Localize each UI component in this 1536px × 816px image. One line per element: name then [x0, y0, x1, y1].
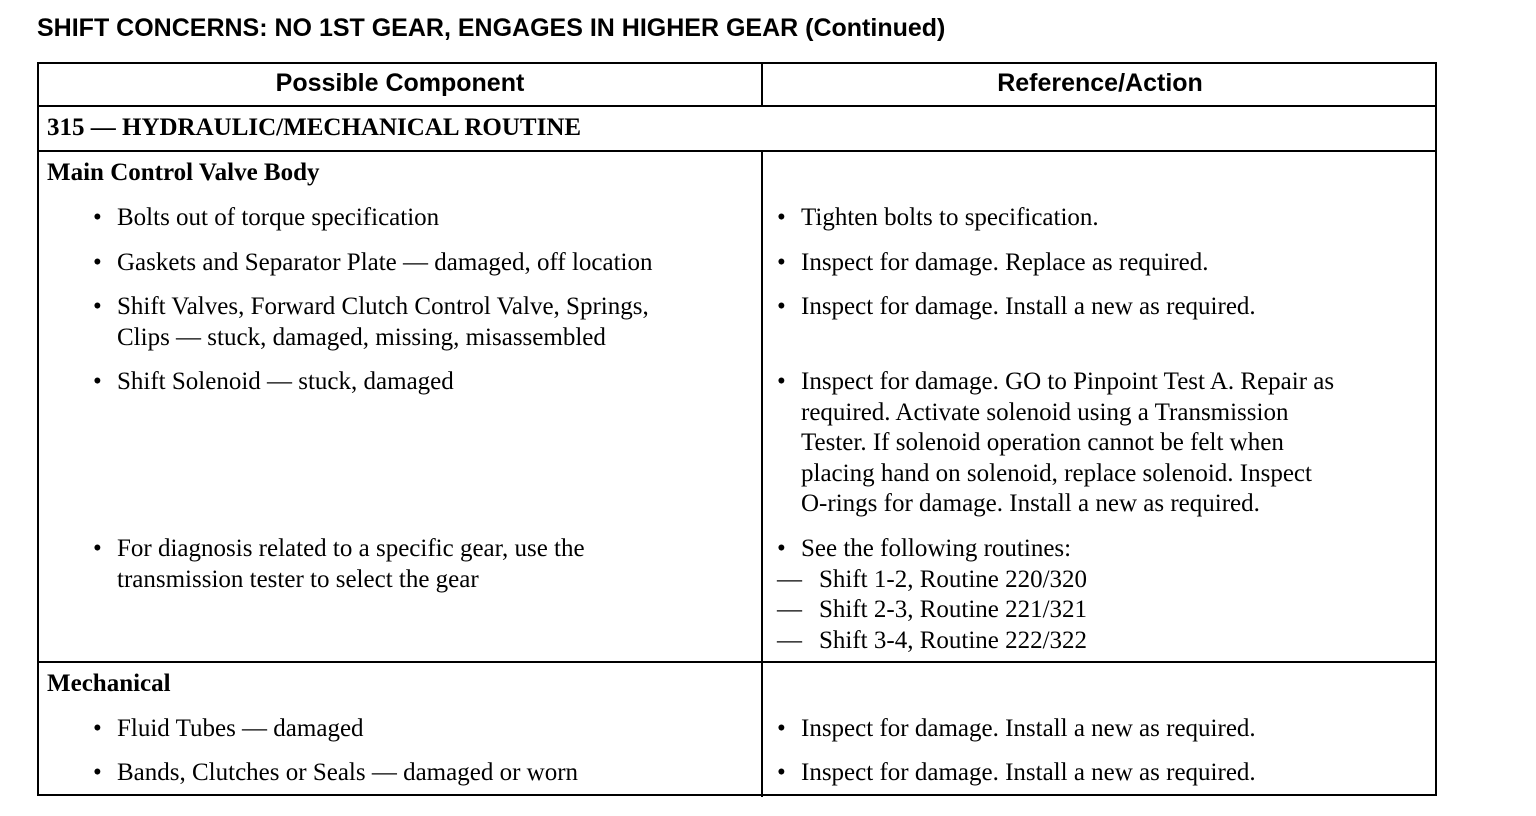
- sub-item-text: Shift 2-3, Routine 221/321: [819, 596, 1088, 623]
- action-text: Inspect for damage. Replace as required.: [801, 249, 1209, 276]
- header-divider: [39, 105, 1435, 107]
- sub-item: [777, 565, 1088, 596]
- bullet-icon: •: [777, 715, 786, 742]
- bullet-icon: •: [93, 759, 102, 786]
- bullet-icon: •: [777, 204, 786, 231]
- action-text: placing hand on solenoid, replace solenoid. Inspect: [801, 459, 1312, 487]
- bullet-icon: •: [93, 293, 102, 320]
- component-text: For diagnosis related to a specific gear, use the: [117, 535, 585, 562]
- bullet-icon: •: [93, 204, 102, 231]
- action-text: See the following routines:: [801, 535, 1072, 562]
- bullet-icon: •: [777, 368, 786, 395]
- component-text: Gaskets and Separator Plate — damaged, off location: [117, 249, 653, 276]
- action-text: O-rings for damage. Install a new as required.: [801, 490, 1260, 517]
- component-text: Bands, Clutches or Seals — damaged or worn: [117, 759, 579, 786]
- section-heading: Main Control Valve Body: [47, 159, 320, 186]
- sub-item-text: Shift 1-2, Routine 220/320: [819, 565, 1088, 593]
- component-text: Clips — stuck, damaged, missing, misassembled: [117, 323, 606, 351]
- bullet-icon: •: [93, 368, 102, 395]
- dash-icon: —: [777, 626, 802, 654]
- bullet-icon: •: [93, 535, 102, 562]
- column-divider: [761, 151, 763, 797]
- bullet-icon: •: [93, 249, 102, 276]
- bullet-icon: •: [777, 535, 786, 562]
- bullet-icon: •: [93, 715, 102, 742]
- page-title: SHIFT CONCERNS: NO 1ST GEAR, ENGAGES IN HIGHER GEAR (Continued): [37, 14, 946, 42]
- routine-divider: [39, 150, 1435, 152]
- bullet-icon: •: [777, 249, 786, 276]
- sub-item-text: Shift 3-4, Routine 222/322: [819, 626, 1088, 654]
- action-text: Tester. If solenoid operation cannot be felt when: [801, 429, 1284, 456]
- sub-item: [777, 595, 1088, 626]
- component-text: Shift Valves, Forward Clutch Control Valve, Springs,: [117, 293, 649, 320]
- action-text: Inspect for damage. Install a new as required.: [801, 715, 1256, 742]
- section-divider: [39, 661, 1435, 663]
- diagnosis-table: [37, 62, 1437, 796]
- component-text: transmission tester to select the gear: [117, 565, 479, 593]
- action-text: Inspect for damage. GO to Pinpoint Test A. Repair as: [801, 368, 1335, 395]
- action-text: Tighten bolts to specification.: [801, 204, 1099, 231]
- component-text: Fluid Tubes — damaged: [117, 715, 364, 742]
- header-possible-component: Possible Component: [275, 69, 525, 97]
- bullet-icon: •: [777, 759, 786, 786]
- dash-icon: —: [777, 596, 802, 623]
- action-text: required. Activate solenoid using a Transmission: [801, 398, 1289, 426]
- component-text: Bolts out of torque specification: [117, 204, 440, 231]
- action-text: Inspect for damage. Install a new as required.: [801, 293, 1256, 320]
- header-reference-action: Reference/Action: [997, 69, 1203, 97]
- action-text: Inspect for damage. Install a new as required.: [801, 759, 1256, 786]
- dash-icon: —: [777, 565, 802, 593]
- section-heading: Mechanical: [47, 670, 171, 697]
- component-text: Shift Solenoid — stuck, damaged: [117, 368, 454, 395]
- routine-heading: 315 — HYDRAULIC/MECHANICAL ROUTINE: [47, 114, 582, 141]
- sub-item: [777, 626, 1088, 657]
- bullet-icon: •: [777, 293, 786, 320]
